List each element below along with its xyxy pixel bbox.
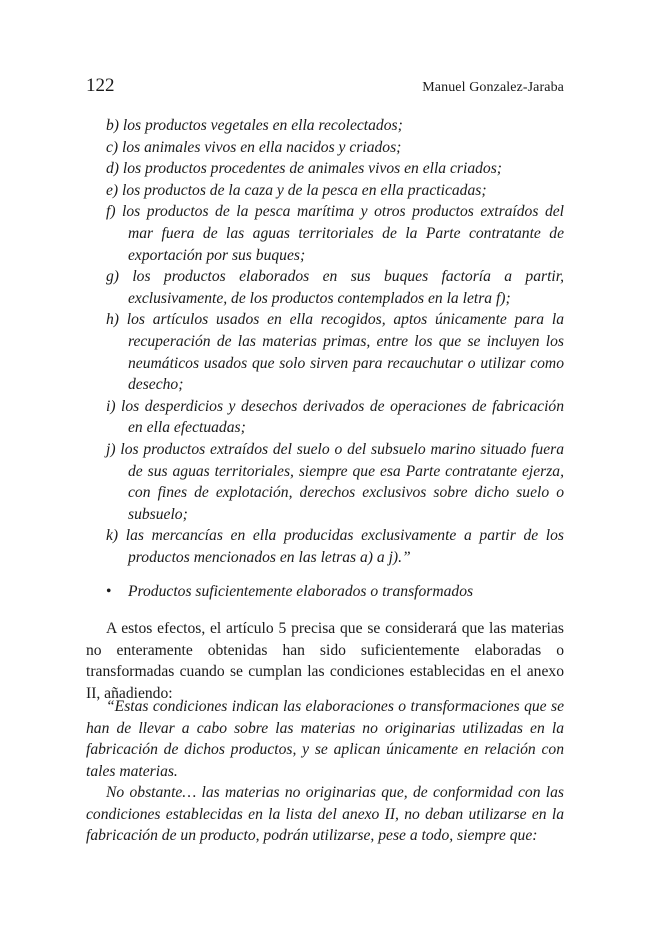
page-number: 122: [86, 75, 115, 96]
list-item: j) los productos extraídos del suelo o del subsuelo marino situado fuera de sus aguas territoriales, siempre que esa Parte contratante ejerza, con fines de explotación, derechos exclusivos sobre dicho suelo o subsuelo;: [106, 440, 564, 523]
section-bullet: [106, 581, 564, 603]
body-paragraph: A estos efectos, el artículo 5 precisa que se considerará que las materias no enteramente obtenidas han sido suficientemente elaboradas o transformadas cuando se cumplan las condiciones establecidas en el anexo II, añadiendo:: [86, 620, 564, 702]
list-item: h) los artículos usados en ella recogidos, aptos únicamente para la recuperación de las materias primas, entre los que se incluyen los neumáticos usados que solo sirven para recauchutar o utilizar como desecho;: [106, 311, 564, 394]
running-head: Manuel Gonzalez-Jaraba: [422, 80, 564, 95]
bullet-icon: •: [106, 583, 112, 600]
list-item: i) los desperdicios y desechos derivados de operaciones de fabricación en ella efectuadas;: [106, 397, 564, 437]
list-item: c) los animales vivos en ella nacidos y criados;: [106, 138, 402, 156]
quoted-paragraph: No obstante… las materias no originarias que, de conformidad con las condiciones establecidas en la lista del anexo II, no deban utilizarse en la fabricación de un producto, podrán utilizarse, pese a todo, siempre que:: [86, 784, 564, 845]
list-item: f) los productos de la pesca marítima y otros productos extraídos del mar fuera de las aguas territoriales de la Parte contratante de exportación por sus buques;: [106, 203, 564, 264]
list-item: g) los productos elaborados en sus buques factoría a partir, exclusivamente, de los productos contemplados en la letra f);: [106, 268, 564, 307]
bullet-heading: Productos suficientemente elaborados o transformados: [128, 583, 474, 600]
list-item: b) los productos vegetales en ella recolectados;: [106, 117, 403, 134]
quoted-paragraph: “Estas condiciones indican las elaboraciones o transformaciones que se han de llevar a cabo sobre las materias no originarias utilizadas en la fabricación de dichos productos, y se aplican únicamente en relación con tales materias.: [86, 698, 564, 780]
list-item: e) los productos de la caza y de la pesca en ella practicadas;: [106, 181, 487, 199]
list-item: k) las mercancías en ella producidas exclusivamente a partir de los productos mencionados en las letras a) a j).”: [106, 527, 564, 566]
list-item: d) los productos procedentes de animales vivos en ella criados;: [106, 160, 502, 178]
origin-criteria-list: [106, 115, 564, 568]
